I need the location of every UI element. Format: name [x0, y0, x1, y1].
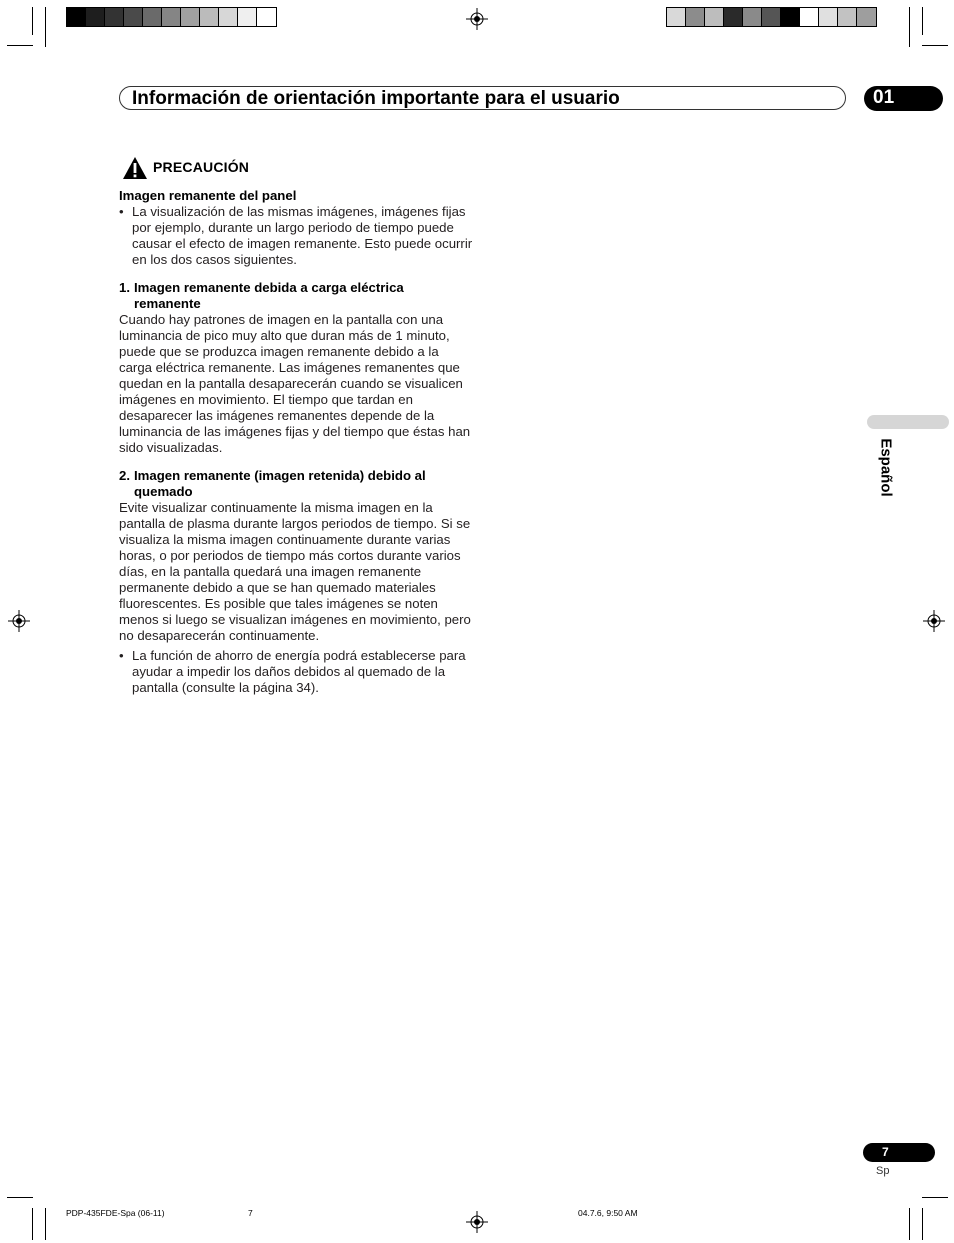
- page-title-box: [119, 86, 846, 110]
- numbered-heading: [119, 280, 474, 312]
- heading-number: 1.: [119, 280, 130, 295]
- footer-timestamp: 04.7.6, 9:50 AM: [578, 1208, 638, 1218]
- section-body: Cuando hay patrones de imagen en la pantalla con una luminancia de pico muy alto que duran más de 1 minuto, puede que se produzca imagen remanente debido a la carga eléctrica remanente. Las imágenes remanentes que quedan en la pantalla desaparecerán cuando se visualicen imágenes en movimiento. El tiempo que tardan en desaparecer las imágenes remanentes depende de la luminancia de las imágenes fijas y del tiempo que éstas han sido visualizadas.: [119, 312, 471, 455]
- page-language: Sp: [876, 1165, 890, 1177]
- page-number: 7: [882, 1145, 889, 1159]
- heading-text: Imagen remanente (imagen retenida) debido al quemado: [134, 468, 426, 499]
- chapter-number: 01: [873, 87, 895, 108]
- color-swatch: [705, 8, 724, 26]
- color-swatch: [762, 8, 781, 26]
- color-swatch: [67, 8, 86, 26]
- page-number-badge: [863, 1143, 935, 1162]
- warning-triangle-icon: [122, 156, 148, 180]
- color-swatch: [743, 8, 762, 26]
- numbered-heading: [119, 468, 474, 500]
- color-swatch: [724, 8, 743, 26]
- crop-mark: [922, 7, 923, 35]
- registration-mark-icon: [8, 610, 30, 632]
- intro-bullet: • La visualización de las mismas imágenes, imágenes fijas por ejemplo, durante un largo periodo de tiempo puede causar el efecto de imagen remanente. Esto puede ocurrir en los dos casos siguientes.: [119, 204, 474, 268]
- crop-mark: [7, 1197, 33, 1198]
- crop-mark: [922, 1208, 923, 1240]
- footer-file: PDP-435FDE-Spa (06-11): [66, 1208, 165, 1218]
- color-swatch: [86, 8, 105, 26]
- caution-content: [119, 188, 474, 696]
- color-swatch: [124, 8, 143, 26]
- color-swatch: [181, 8, 200, 26]
- color-swatch: [857, 8, 876, 26]
- crop-mark: [922, 45, 948, 46]
- color-swatch: [781, 8, 800, 26]
- color-swatch: [838, 8, 857, 26]
- chapter-badge: [864, 86, 943, 111]
- crop-mark: [922, 1197, 948, 1198]
- final-bullet: • La función de ahorro de energía podrá establecerse para ayudar a impedir los daños debidos al quemado de la pantalla (consulte la página 34).: [119, 648, 474, 696]
- page-title: Información de orientación importante para el usuario: [132, 88, 620, 109]
- heading-number: 2.: [119, 468, 130, 483]
- registration-mark-icon: [466, 8, 488, 30]
- color-swatch: [219, 8, 238, 26]
- crop-mark: [909, 7, 910, 47]
- color-swatch: [819, 8, 838, 26]
- footer-page: 7: [248, 1208, 253, 1218]
- section-subheading: Imagen remanente del panel: [119, 188, 297, 203]
- crop-mark: [32, 7, 33, 35]
- color-calibration-bar-right: [666, 7, 877, 27]
- crop-mark: [32, 1208, 33, 1240]
- color-swatch: [257, 8, 276, 26]
- registration-mark-icon: [923, 610, 945, 632]
- color-swatch: [200, 8, 219, 26]
- crop-mark: [909, 1208, 910, 1240]
- heading-text: Imagen remanente debida a carga eléctrica remanente: [134, 280, 404, 311]
- color-swatch: [143, 8, 162, 26]
- caution-heading: PRECAUCIÓN: [153, 159, 250, 175]
- language-label-text: Español: [877, 438, 895, 497]
- color-swatch: [686, 8, 705, 26]
- color-swatch: [162, 8, 181, 26]
- color-swatch: [667, 8, 686, 26]
- color-swatch: [800, 8, 819, 26]
- color-calibration-bar-left: [66, 7, 277, 27]
- color-swatch: [238, 8, 257, 26]
- crop-mark: [7, 45, 33, 46]
- color-swatch: [105, 8, 124, 26]
- section-body: Evite visualizar continuamente la misma imagen en la pantalla de plasma durante largos periodos de tiempo. Si se visualiza la misma imagen continuamente durante varias horas, o por periodos de tiempo más cortos durante varios días, en la pantalla quedará una imagen remanente permanente debido a que se han quemado materiales fluorescentes. Es posible que tales imágenes se noten menos si luego se visualizan imágenes en movimiento, pero no desaparecerán continuamente.: [119, 500, 471, 643]
- crop-mark: [45, 1208, 46, 1240]
- crop-mark: [45, 7, 46, 47]
- registration-mark-icon: [466, 1211, 488, 1233]
